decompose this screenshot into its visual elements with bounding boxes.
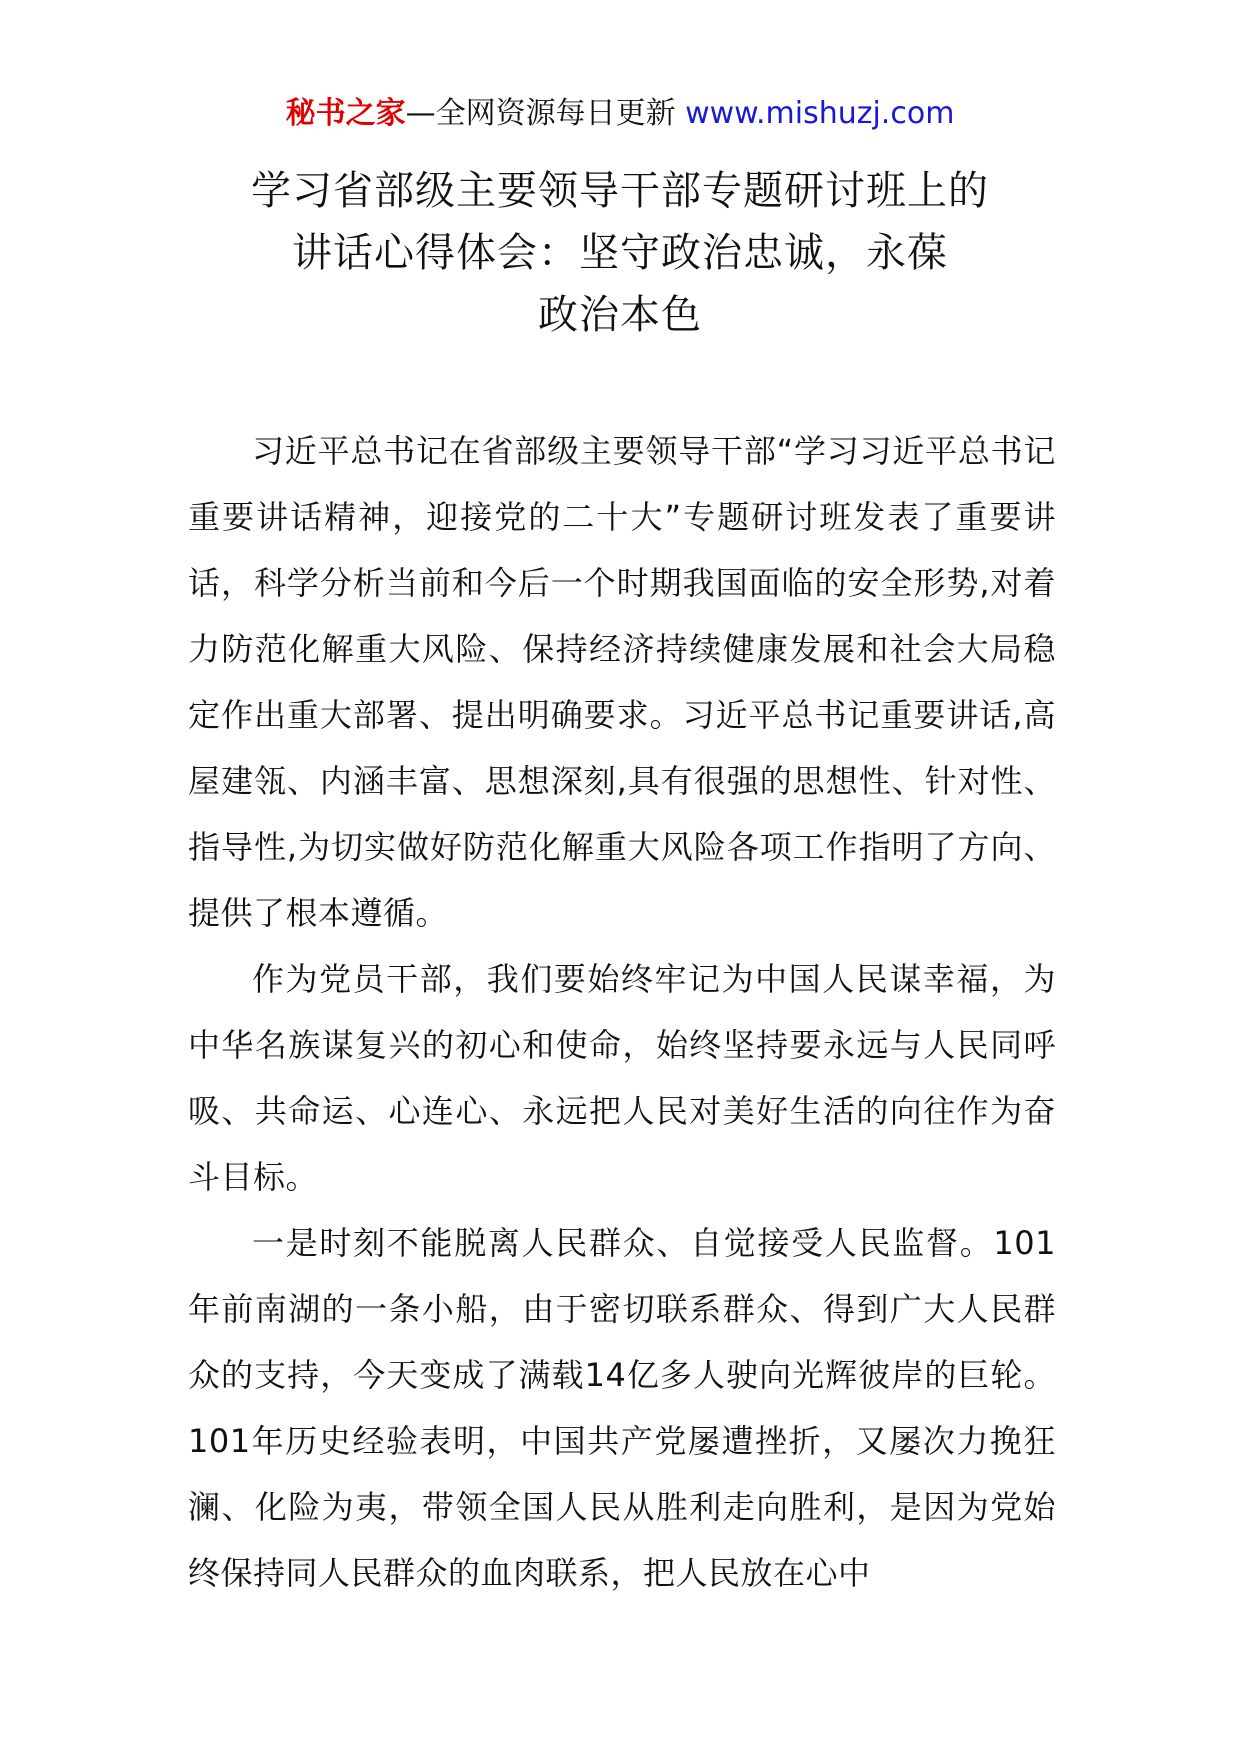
site-url-link[interactable]: www.mishuzj.com	[675, 96, 955, 131]
paragraph-1: 习近平总书记在省部级主要领导干部“学习习近平总书记重要讲话精神，迎接党的二十大”专题研讨班发表了重要讲话，科学分析当前和今后一个时期我国面临的安全形势,对着力防范化解重大风险、保持经济持续健康发展和社会大局稳定作出重大部署、提出明确要求。习近平总书记重要讲话,高屋建瓴、内涵丰富、思想深刻,具有很强的思想性、针对性、指导性,为切实做好防范化解重大风险各项工作指明了方向、提供了根本遵循。	[188, 432, 1056, 932]
site-banner	[0, 94, 1240, 134]
paragraph-2: 作为党员干部，我们要始终牢记为中国人民谋幸福，为中华名族谋复兴的初心和使命，始终坚持要永远与人民同呼吸、共命运、心连心、永远把人民对美好生活的向往作为奋斗目标。	[188, 960, 1056, 1196]
title-line-3: 政治本色	[538, 292, 702, 338]
title-line-1: 学习省部级主要领导干部专题研讨班上的	[251, 168, 989, 214]
site-tagline: —全网资源每日更新	[405, 96, 676, 131]
document-title	[180, 160, 1060, 346]
title-line-2: 讲话心得体会：坚守政治忠诚，永葆	[292, 230, 948, 276]
document-body	[188, 418, 1056, 1606]
paragraph-3: 一是时刻不能脱离人民群众、自觉接受人民监督。101年前南湖的一条小船，由于密切联系群众、得到广大人民群众的支持，今天变成了满载14亿多人驶向光辉彼岸的巨轮。101年历史经验表明，中国共产党屡遭挫折，又屡次力挽狂澜、化险为夷，带领全国人民从胜利走向胜利，是因为党始终保持同人民群众的血肉联系，把人民放在心中	[188, 1224, 1056, 1592]
site-brand: 秘书之家	[285, 96, 406, 131]
